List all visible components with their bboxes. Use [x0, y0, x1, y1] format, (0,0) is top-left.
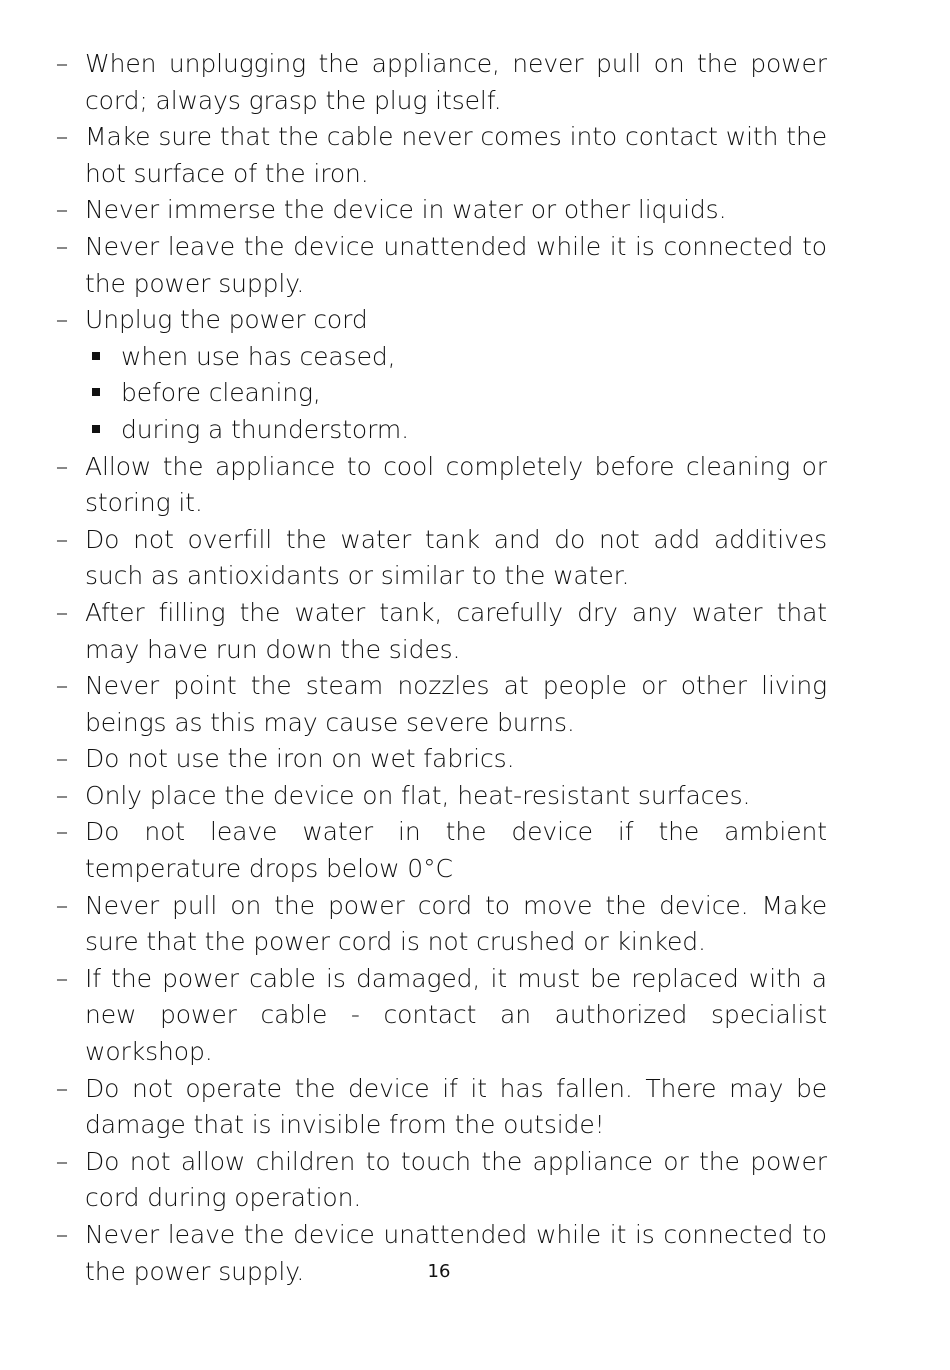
dash-bullet: – — [55, 305, 69, 335]
list-item-text: Unplug the power cord — [85, 305, 368, 335]
sub-list-item — [0, 375, 827, 412]
dash-bullet: – — [55, 780, 69, 810]
sub-list-item-text: when use has ceased, — [121, 341, 396, 371]
list-item-text: Never point the steam nozzles at people or other living beings as this may cause severe burns. — [85, 671, 827, 737]
dash-bullet: – — [55, 451, 69, 481]
list-item-text: Do not operate the device if it has fallen. There may be damage that is invisible from the outside! — [85, 1073, 827, 1140]
square-bullet-icon — [92, 425, 100, 433]
sub-list-item — [0, 339, 827, 376]
list-item-text: When unplugging the appliance, never pull on the power cord; always grasp the plug itself. — [85, 49, 827, 115]
list-item-text: Do not use the iron on wet fabrics. — [85, 744, 515, 774]
list-item-text: If the power cable is damaged, it must be replaced with a new power cable - contact an authorized specialist workshop. — [85, 963, 827, 1067]
list-item — [0, 302, 827, 339]
sub-list-item-text: before cleaning, — [121, 378, 321, 408]
list-item — [0, 449, 827, 522]
list-item-text: Never pull on the power cord to move the device. Make sure that the power cord is not crushed or kinked. — [85, 890, 827, 957]
list-item-text: Only place the device on flat, heat-resistant surfaces. — [85, 780, 751, 810]
dash-bullet: – — [55, 1220, 69, 1249]
sub-list-item-text: during a thunderstorm. — [121, 414, 409, 444]
list-item — [0, 229, 827, 302]
sub-list-item — [0, 412, 827, 449]
list-item — [0, 888, 827, 961]
list-item — [0, 119, 827, 192]
list-item-text: Allow the appliance to cool completely before cleaning or storing it. — [85, 451, 827, 518]
dash-bullet: – — [55, 817, 69, 847]
dash-bullet: – — [55, 122, 69, 152]
dash-bullet: – — [55, 1146, 69, 1176]
dash-bullet: – — [55, 231, 69, 261]
square-bullet-icon — [92, 352, 100, 360]
list-item — [0, 522, 827, 595]
list-item — [0, 1144, 827, 1217]
list-item-text: Never immerse the device in water or other liquids. — [85, 195, 727, 225]
list-item — [0, 741, 827, 778]
list-item-text: Never leave the device unattended while it is connected to the power supply. — [85, 231, 827, 298]
list-item — [0, 192, 827, 229]
dash-bullet: – — [55, 671, 69, 701]
dash-bullet: – — [55, 49, 69, 78]
list-item-text: Never leave the device unattended while it is connected to the power supply. — [85, 1220, 827, 1286]
list-item-text: Do not overfill the water tank and do not add additives such as antioxidants or similar to the water. — [85, 524, 827, 591]
page-number: 16 — [427, 1261, 451, 1282]
list-item — [0, 46, 827, 119]
list-item-text: After filling the water tank, carefully dry any water that may have run down the sides. — [85, 597, 827, 664]
list-item — [0, 778, 827, 815]
dash-bullet: – — [55, 1073, 69, 1103]
list-item-text: Do not leave water in the device if the ambient temperature drops below 0°C — [85, 817, 827, 884]
safety-instructions-list — [0, 46, 950, 1290]
dash-bullet: – — [55, 597, 69, 627]
square-bullet-icon — [92, 388, 100, 396]
list-item — [0, 595, 827, 668]
dash-bullet: – — [55, 744, 69, 774]
list-item-text: Do not allow children to touch the appliance or the power cord during operation. — [85, 1146, 827, 1213]
list-item — [0, 961, 827, 1071]
list-item — [0, 814, 827, 887]
list-item — [0, 668, 827, 741]
list-item-text: Make sure that the cable never comes into contact with the hot surface of the iron. — [85, 122, 827, 188]
dash-bullet: – — [55, 890, 69, 920]
dash-bullet: – — [55, 963, 69, 993]
list-item — [0, 1071, 827, 1144]
dash-bullet: – — [55, 524, 69, 554]
dash-bullet: – — [55, 195, 69, 225]
